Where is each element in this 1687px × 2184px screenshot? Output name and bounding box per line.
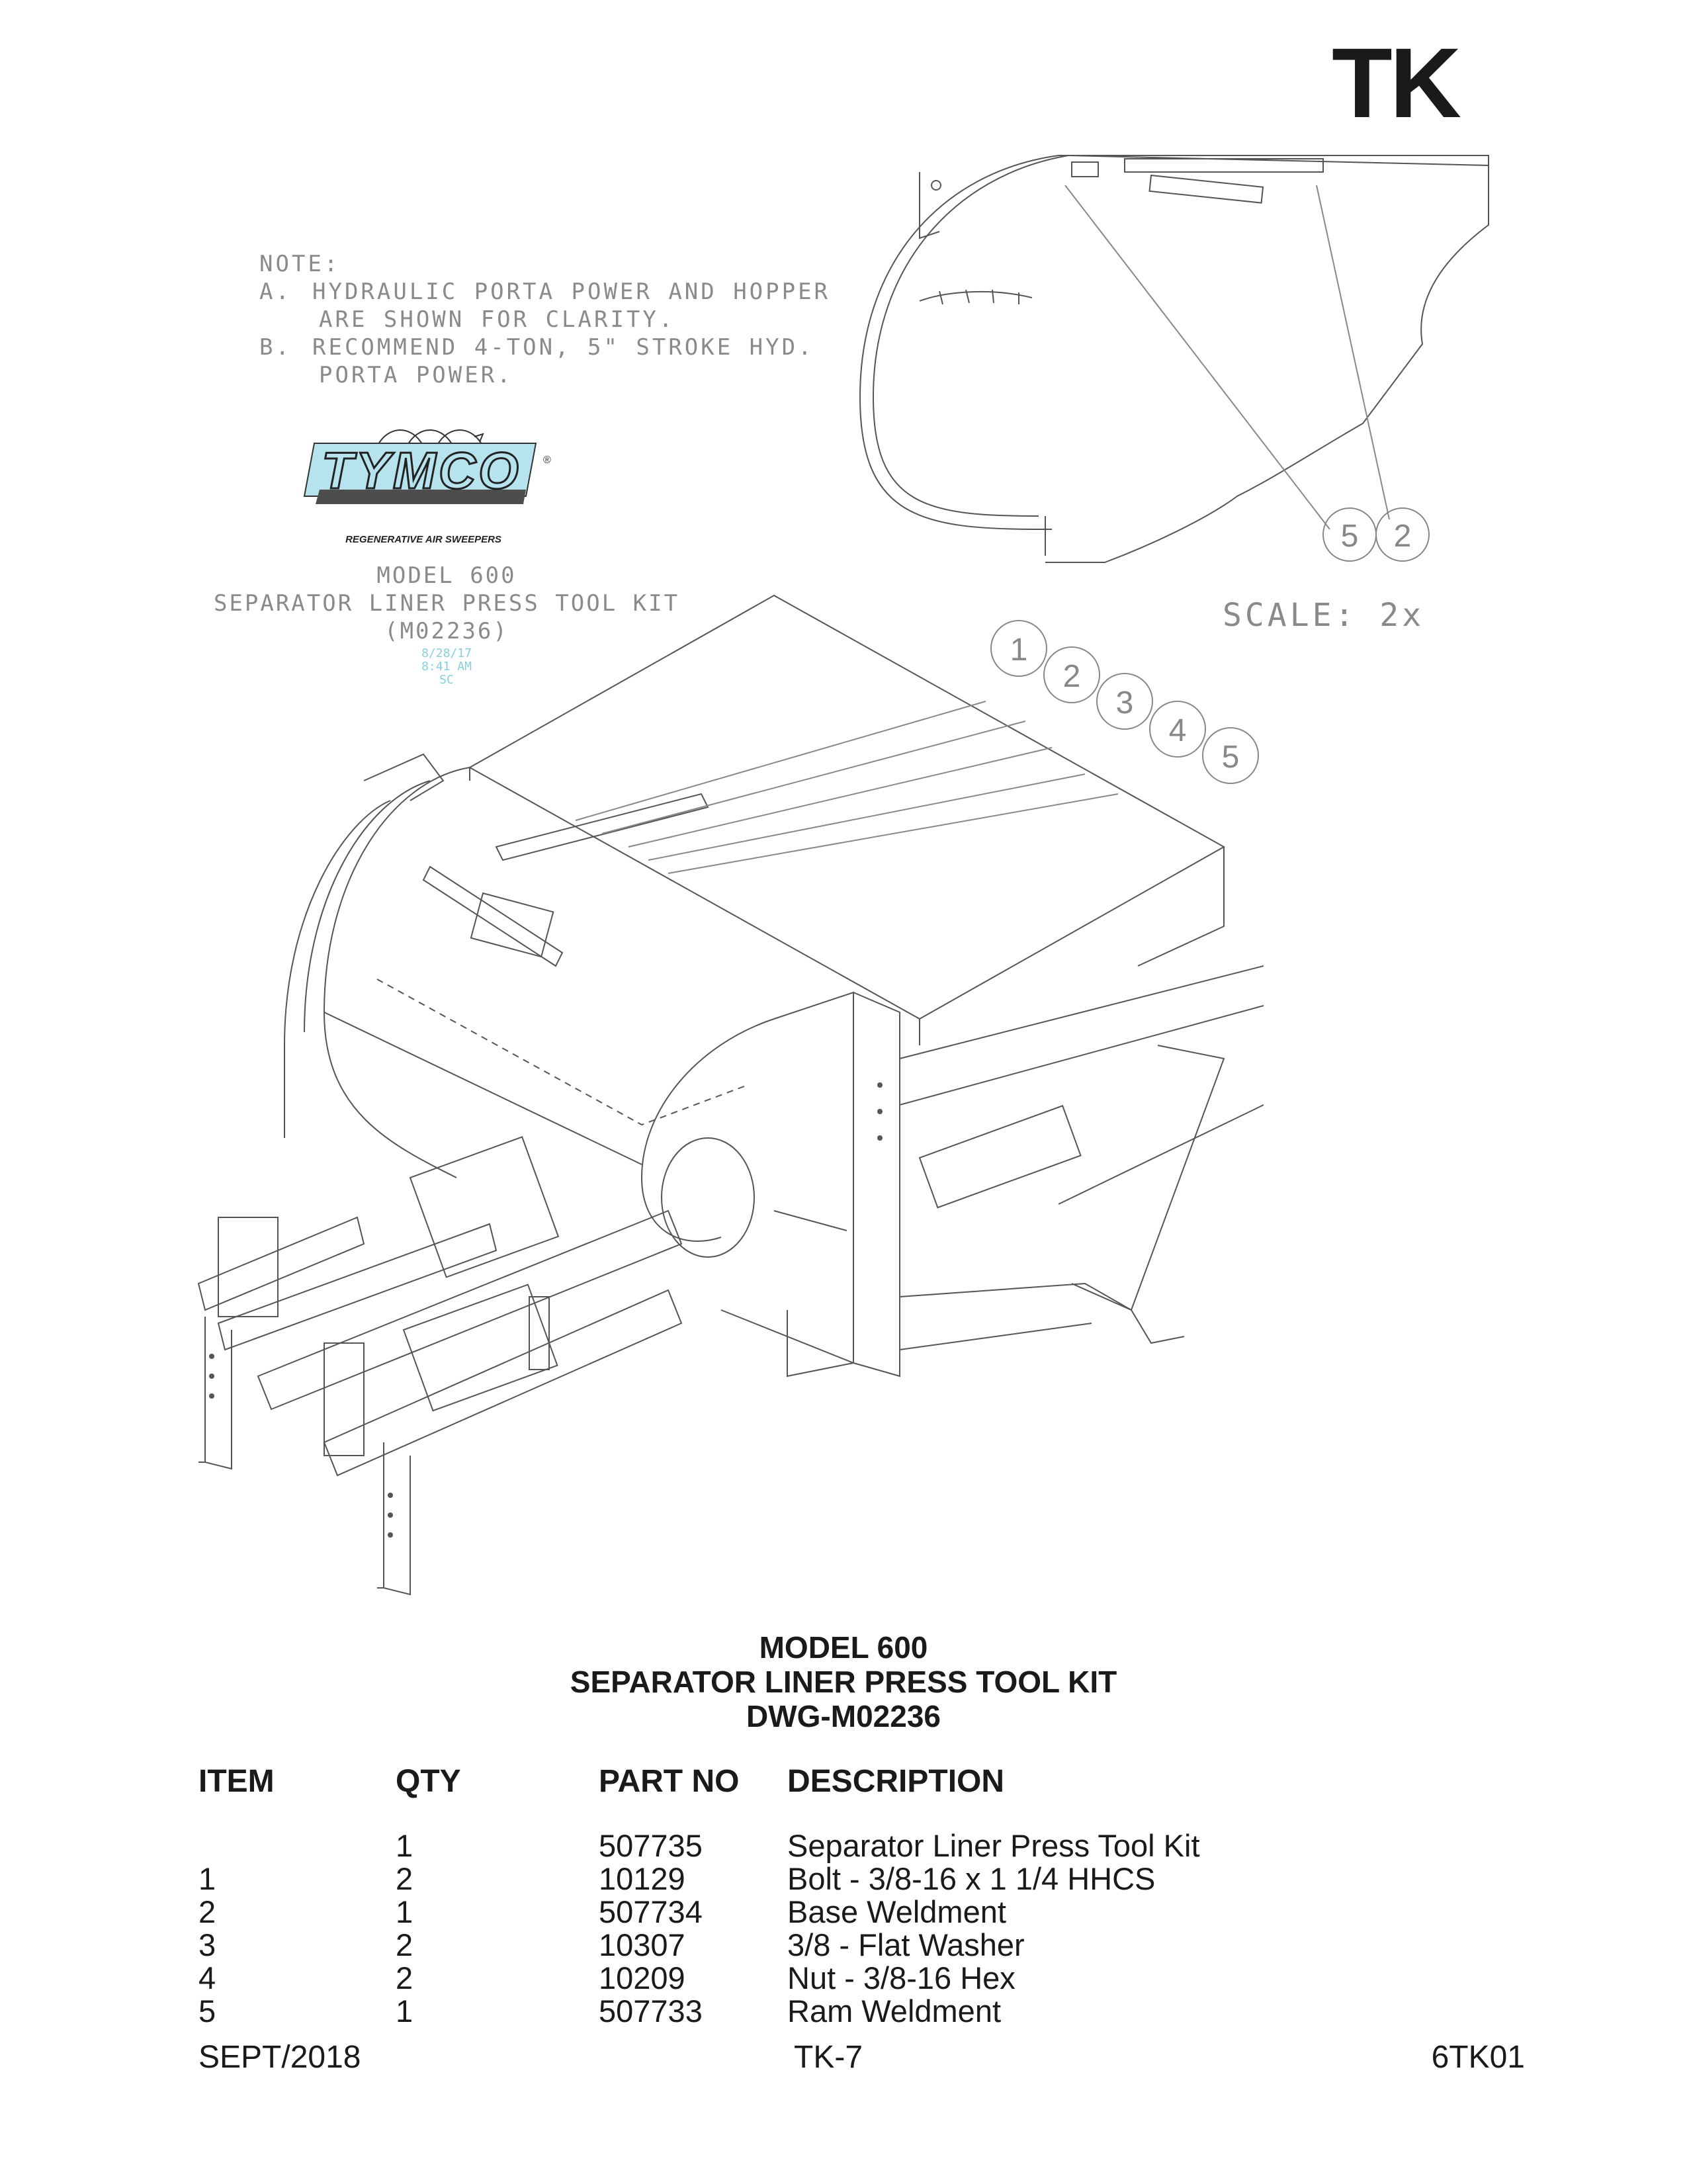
detail-balloon-2: 2 bbox=[1393, 519, 1412, 554]
caption-model: MODEL 600 bbox=[376, 562, 517, 589]
cell-description: Ram Weldment bbox=[787, 1993, 1002, 2029]
note-a-line2: ARE SHOWN FOR CLARITY. bbox=[319, 306, 675, 333]
cell-part-no: 507735 bbox=[599, 1828, 703, 1863]
cell-item: 4 bbox=[198, 1960, 216, 1995]
header-description: DESCRIPTION bbox=[787, 1764, 1005, 1799]
table-row bbox=[0, 1960, 1687, 1993]
title-name: SEPARATOR LINER PRESS TOOL KIT bbox=[570, 1665, 1117, 1699]
balloon-1: 1 bbox=[1010, 633, 1028, 668]
cell-description: Separator Liner Press Tool Kit bbox=[787, 1828, 1200, 1863]
caption-title: SEPARATOR LINER PRESS TOOL KIT bbox=[213, 590, 680, 617]
header-qty: QTY bbox=[396, 1764, 461, 1799]
stamp-time: 8:41 AM bbox=[421, 660, 472, 674]
note-heading: NOTE: bbox=[259, 251, 341, 277]
cell-description: Bolt - 3/8-16 x 1 1/4 HHCS bbox=[787, 1861, 1156, 1896]
cell-qty: 1 bbox=[396, 1828, 413, 1863]
cell-item: 1 bbox=[198, 1861, 216, 1896]
table-row bbox=[0, 1993, 1687, 2029]
tymco-logo bbox=[301, 417, 559, 549]
note-b-line2: PORTA POWER. bbox=[319, 362, 513, 388]
cell-part-no: 507733 bbox=[599, 1993, 703, 2029]
table-row bbox=[0, 1927, 1687, 1960]
assembly-drawing bbox=[192, 582, 1264, 1614]
cell-part-no: 507734 bbox=[599, 1894, 703, 1929]
footer-date: SEPT/2018 bbox=[198, 2040, 361, 2075]
balloon-5: 5 bbox=[1221, 740, 1240, 775]
cell-item: 2 bbox=[198, 1894, 216, 1929]
table-row bbox=[0, 1894, 1687, 1927]
cell-qty: 2 bbox=[396, 1861, 413, 1896]
cell-part-no: 10307 bbox=[599, 1927, 685, 1962]
cell-part-no: 10129 bbox=[599, 1861, 685, 1896]
cell-description: Base Weldment bbox=[787, 1894, 1006, 1929]
note-b-line1: RECOMMEND 4-TON, 5" STROKE HYD. bbox=[312, 334, 814, 361]
title-drawing-number: DWG-M02236 bbox=[746, 1699, 941, 1733]
section-tag: TK bbox=[1332, 27, 1459, 138]
balloon-2: 2 bbox=[1062, 659, 1081, 694]
cell-description: Nut - 3/8-16 Hex bbox=[787, 1960, 1016, 1995]
footer-code: 6TK01 bbox=[1431, 2040, 1525, 2075]
cell-qty: 2 bbox=[396, 1927, 413, 1962]
balloon-4: 4 bbox=[1168, 713, 1187, 748]
cell-qty: 1 bbox=[396, 1894, 413, 1929]
note-a-prefix: A. bbox=[259, 279, 292, 305]
cell-qty: 1 bbox=[396, 1993, 413, 2029]
detail-view-drawing bbox=[840, 146, 1495, 609]
table-row bbox=[0, 1827, 1687, 1863]
detail-scale-label: SCALE: 2x bbox=[1223, 597, 1425, 634]
stamp-initials: SC bbox=[439, 673, 454, 687]
cell-item: 5 bbox=[198, 1993, 216, 2029]
note-a-line1: HYDRAULIC PORTA POWER AND HOPPER bbox=[312, 279, 831, 305]
cell-description: 3/8 - Flat Washer bbox=[787, 1927, 1025, 1962]
stamp-date: 8/28/17 bbox=[421, 646, 472, 660]
logo-registered: ® bbox=[543, 455, 551, 466]
logo-wordmark: TYMCO bbox=[322, 441, 521, 500]
header-part-no: PART NO bbox=[599, 1764, 740, 1799]
note-b-prefix: B. bbox=[259, 334, 292, 361]
cell-item: 3 bbox=[198, 1927, 216, 1962]
balloon-3: 3 bbox=[1115, 685, 1134, 721]
caption-drawing-number: (M02236) bbox=[384, 618, 509, 644]
logo-tagline: REGENERATIVE AIR SWEEPERS bbox=[345, 534, 501, 545]
cell-qty: 2 bbox=[396, 1960, 413, 1995]
header-item: ITEM bbox=[198, 1764, 275, 1799]
cell-part-no: 10209 bbox=[599, 1960, 685, 1995]
detail-balloon-5: 5 bbox=[1340, 519, 1359, 554]
footer-page-number: TK-7 bbox=[794, 2040, 863, 2075]
table-row bbox=[0, 1860, 1687, 1894]
title-model: MODEL 600 bbox=[759, 1630, 928, 1665]
